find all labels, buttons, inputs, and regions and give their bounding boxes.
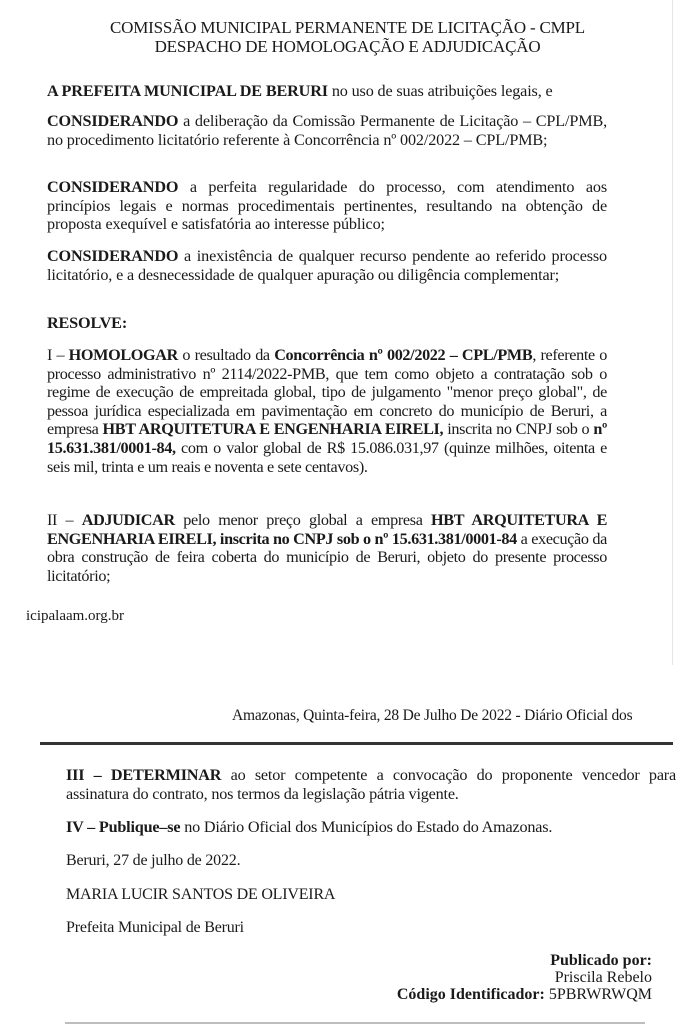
company-and-cnpj: HBT ARQUITETURA E ENGENHARIA EIRELI, inscrita no CNPJ sob o nº 15.631.381/0001-84 [47,511,608,548]
item-prefix: I – [47,346,69,364]
item-prefix: II – [47,511,82,529]
publisher-name: Priscila Rebelo [554,969,652,986]
resolve-label: RESOLVE: [47,314,128,332]
considerando-3 [47,247,607,284]
considerando-text: a deliberação da Comissão Permanente de Licitação – CPL/PMB, no procedimento licitatório referente à Concorrência nº 002/2022 – CPL/PMB; [47,112,607,149]
item-text: o resultado da [177,346,275,364]
company-name: HBT ARQUITETURA E ENGENHARIA EIRELI, [102,420,444,439]
item-i-homologar [47,346,607,476]
considerando-1 [47,112,607,149]
item-text: no Diário Oficial dos Municípios do Estado do Amazonas. [180,818,553,836]
page-edge-line [672,0,673,665]
item-action: Publique–se [98,818,181,836]
considerando-text: a inexistência de qualquer recurso pendente ao referido processo licitatório, e a desnecessidade de qualquer apuração ou diligência complementar; [47,247,607,284]
published-by-label [550,952,652,969]
item-iii-determinar [66,766,676,803]
item-text: inscrita no CNPJ sob o [443,420,594,439]
item-iv-publique [66,818,676,837]
resolve-heading [47,314,607,333]
cnpj-number: nº 15.631.381/0001-84, [47,420,607,457]
item-text: com o valor global de R$ 15.086.031,97 (quinze milhões, oitenta e seis mil, trinta e um reais e noventa e sete centavos). [47,438,607,476]
item-action: HOMOLOGAR [68,346,178,364]
item-text: , referente o processo administrativo nº 2114/2022-PMB, que tem como objeto a contratação sob o regime de execução de empreitada global, tipo de julgamento "menor preço global", de pessoa jurídica especializada em pavimentação em concreto do município de Beruri, a empresa [47,346,608,439]
considerando-text: a perfeita regularidade do processo, com atendimento aos princípios legais e normas procedimentais pertinentes, resultando na obtenção de proposta exequível e satisfatória ao interesse público; [47,178,607,234]
item-action: DETERMINAR [110,766,222,784]
intro-bold: A PREFEITA MUNICIPAL DE BERURI [47,82,328,100]
item-prefix: IV – [66,818,99,836]
header-rule [40,742,673,745]
issue-header-line: Amazonas, Quinta-feira, 28 De Julho De 2022 - Diário Oficial dos [232,707,633,724]
signatory-name: MARIA LUCIR SANTOS DE OLIVEIRA [66,886,336,903]
header-dispatch-title: DESPACHO DE HOMOLOGAÇÃO E ADJUDICAÇÃO [154,37,541,56]
considerando-label: CONSIDERANDO [47,247,179,265]
signatory-title: Prefeita Municipal de Beruri [66,919,244,936]
page-footer-url: icipalaam.org.br [26,608,125,624]
place-date: Beruri, 27 de julho de 2022. [66,852,241,869]
item-prefix: III – [66,766,111,784]
considerando-2 [47,178,607,234]
considerando-label: CONSIDERANDO [47,178,179,196]
intro-text: no uso de suas atribuições legais, e [327,82,553,100]
identifier-code [397,986,652,1003]
intro-paragraph [47,82,607,101]
published-by-label-text: Publicado por: [550,952,652,969]
item-text: ao setor competente a convocação do proponente vencedor para assinatura do contrato, nos termos da legislação pátria vigente. [66,766,676,803]
item-action: ADJUDICAR [81,511,175,529]
item-text: pelo menor preço global a empresa [174,511,432,529]
identifier-label: Código Identificador: [396,986,545,1003]
item-bold: Concorrência nº 002/2022 – CPL/PMB [274,346,533,364]
item-ii-adjudicar [47,511,607,585]
header-commission: COMISSÃO MUNICIPAL PERMANENTE DE LICITAÇÃO - CMPL [110,18,585,37]
considerando-label: CONSIDERANDO [47,112,179,130]
identifier-value: 5PBRWRWQM [548,986,652,1003]
item-text: a execução da obra construção de feira coberta do município de Beruri, objeto do presente processo licitatório; [47,529,607,585]
